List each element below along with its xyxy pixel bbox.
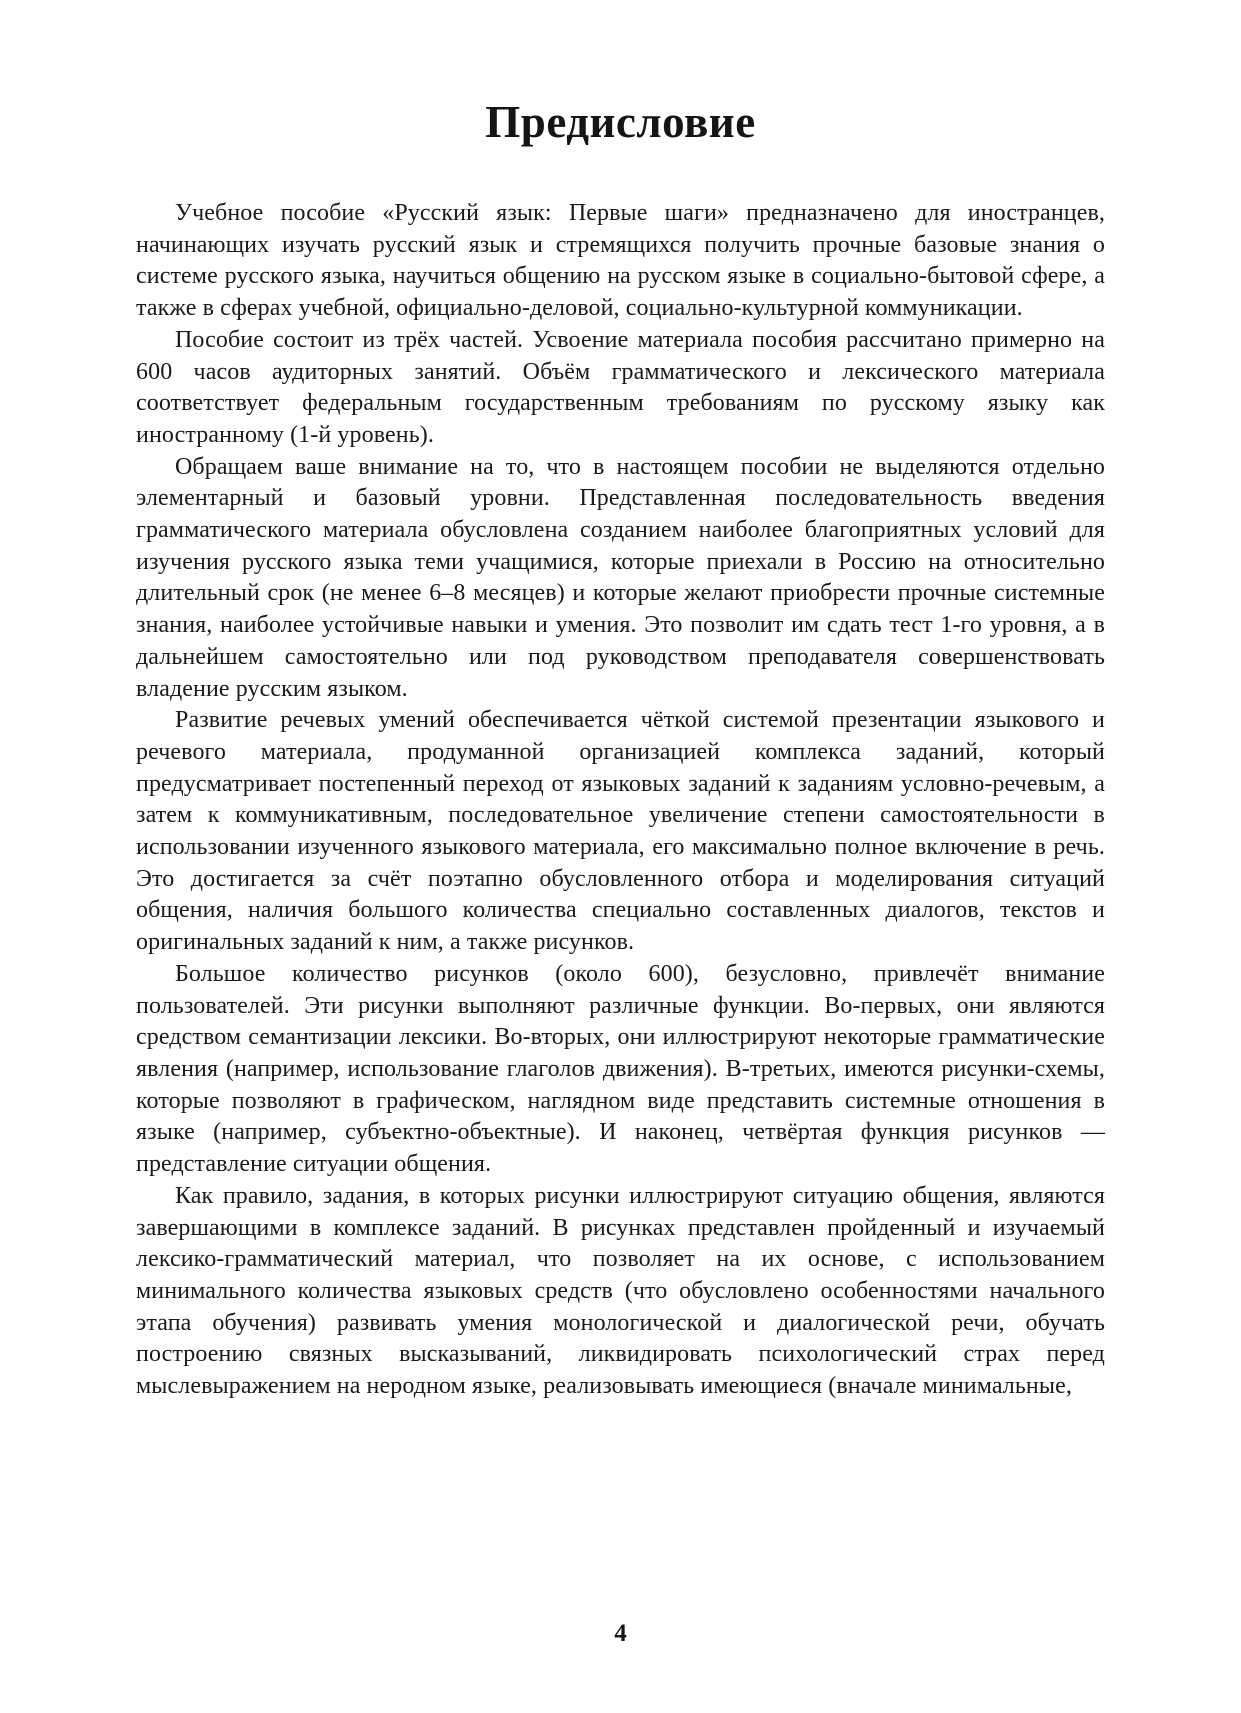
paragraph: Пособие состоит из трёх частей. Усвоение материала пособия рассчитано примерно на 600 часов аудиторных занятий. Объём грамматического и лексического материала соответствует федеральным государственным требованиям по русскому языку как иностранному (1-й уровень). — [136, 326, 1105, 448]
paragraph: Развитие речевых умений обеспечивается чёткой системой презентации языкового и речевого материала, продуманной организацией комплекса заданий, который предусматривает постепенный переход от языковых заданий к заданиям условно-речевым, а затем к коммуникативным, последовательное увеличение степени самостоятельности в использовании изученного языкового материала, его максимально полное включение в речь. Это достигается за счёт поэтапно обусловленного отбора и моделирования ситуаций общения, наличия большого количества специально составленных диалогов, текстов и оригинальных заданий к ним, а также рисунков. — [136, 707, 1105, 956]
preface-body — [136, 198, 1105, 1403]
paragraph: Как правило, задания, в которых рисунки иллюстрируют ситуацию общения, являются завершающими в комплексе заданий. В рисунках представлен пройденный и изучаемый лексико-грамматический материал, что позволяет на их основе, с использованием минимального количества языковых средств (что обусловлено особенностями начального этапа обучения) развивать умения монологической и диалогической речи, обучать построению связных высказываний, ликвидировать психологический страх перед мыслевыражением на неродном языке, реализовывать имеющиеся (вначале минимальные, — [136, 1182, 1105, 1400]
paragraph: Обращаем ваше внимание на то, что в настоящем пособии не выделяются отдельно элементарный и базовый уровни. Представленная последовательность введения грамматического материала обусловлена созданием наиболее благоприятных условий для изучения русского языка теми учащимися, которые приехали в Россию на относительно длительный срок (не менее 6–8 месяцев) и которые желают приобрести прочные системные знания, наиболее устойчивые навыки и умения. Это позволит им сдать тест 1-го уровня, а в дальнейшем самостоятельно или под руководством преподавателя совершенствовать владение русским языком. — [136, 453, 1105, 702]
page-title: Предисловие — [485, 97, 756, 147]
paragraph: Большое количество рисунков (около 600), безусловно, привлечёт внимание пользователей. Эти рисунки выполняют различные функции. Во-первых, они являются средством семантизации лексики. Во-вторых, они иллюстрируют некоторые грамматические явления (например, использование глаголов движения). В-третьих, имеются рисунки-схемы, которые позволяют в графическом, наглядном виде представить системные отношения в языке (например, субъектно-объектные). И наконец, четвёртая функция рисунков — представление ситуации общения. — [136, 960, 1105, 1178]
paragraph: Учебное пособие «Русский язык: Первые шаги» предназначено для иностранцев, начинающих изучать русский язык и стремящихся получить прочные базовые знания о системе русского языка, научиться общению на русском языке в социально-бытовой сфере, а также в сферах учебной, официально-деловой, социально-культурной коммуникации. — [136, 200, 1105, 322]
page-number: 4 — [614, 1620, 627, 1647]
